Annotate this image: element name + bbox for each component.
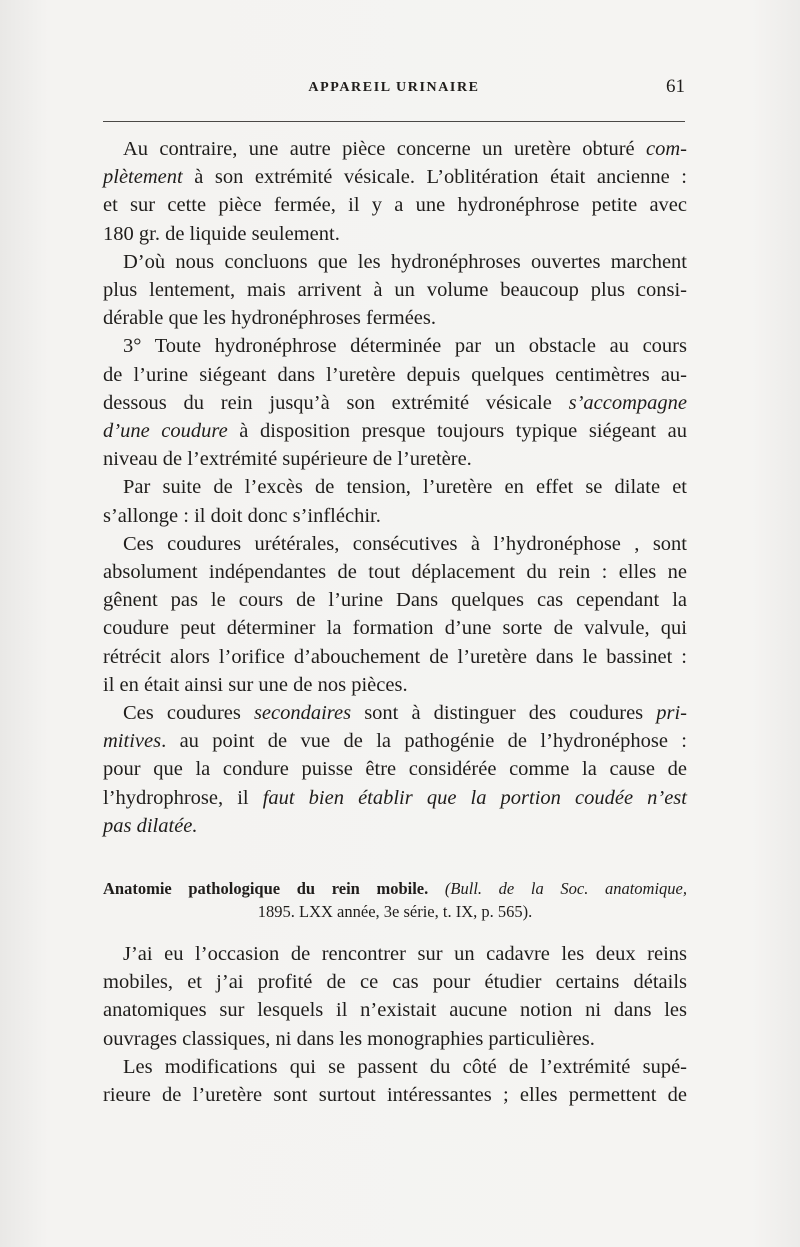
section-citation-ref: (Bull. de la Soc. anatomique, bbox=[444, 879, 688, 898]
text-line bbox=[103, 1025, 687, 1053]
text-line bbox=[103, 586, 687, 614]
text-line bbox=[103, 248, 687, 276]
text-run: Ces coudures urétérales, consécutives à l’hydronéphose , sont bbox=[123, 532, 687, 555]
text-run: coudure peut déterminer la formation d’une sorte de valvule, qui bbox=[103, 617, 687, 640]
text-line bbox=[103, 643, 687, 671]
section-heading-line-1 bbox=[103, 877, 687, 900]
text-run: à son extrémité vésicale. L’oblitération était ancienne : bbox=[182, 166, 687, 189]
text-line bbox=[103, 996, 687, 1024]
section-citation-details: 1895. LXX année, 3e série, t. IX, p. 565). bbox=[257, 902, 533, 921]
running-header bbox=[103, 76, 685, 104]
paragraph bbox=[103, 530, 687, 699]
text-line bbox=[103, 558, 687, 586]
text-line bbox=[103, 502, 687, 530]
section-title: Anatomie pathologique du rein mobile. bbox=[103, 879, 429, 898]
text-run: l’hydrophrose, il bbox=[103, 786, 263, 809]
paragraph bbox=[103, 135, 687, 248]
text-run: J’ai eu l’occasion de rencontrer sur un cadavre les deux reins bbox=[123, 943, 687, 965]
text-line bbox=[103, 276, 687, 304]
text-line bbox=[103, 940, 687, 968]
text-run: mobiles, et j’ai profité de ce cas pour étudier certains détails bbox=[103, 971, 687, 994]
text-line bbox=[103, 220, 687, 248]
text-run: absolument indépendantes de tout déplacement du rein : elles ne bbox=[103, 561, 687, 584]
text-run: Ces coudures bbox=[123, 702, 254, 725]
italic-run: pas dilatée. bbox=[103, 814, 198, 837]
text-line bbox=[103, 812, 687, 840]
text-run: 3° Toute hydronéphrose déterminée par un obstacle au cours bbox=[123, 335, 687, 358]
text-run: Par suite de l’excès de tension, l’uretère en effet se dilate et bbox=[123, 476, 687, 499]
text-line bbox=[103, 417, 687, 445]
text-line bbox=[103, 727, 687, 755]
paragraph bbox=[103, 332, 687, 473]
text-run: . au point de vue de la pathogénie de l’hydronéphose : bbox=[161, 730, 687, 753]
page-number: 61 bbox=[666, 76, 685, 97]
text-run: niveau de l’extrémité supérieure de l’uretère. bbox=[103, 448, 472, 471]
text-line bbox=[103, 755, 687, 783]
text-line bbox=[103, 530, 687, 558]
text-line bbox=[103, 968, 687, 996]
section-heading bbox=[103, 877, 687, 923]
body-text-section-2 bbox=[103, 940, 687, 1109]
text-run: dessous du rein jusqu’à son extrémité vésicale bbox=[103, 391, 569, 414]
text-line bbox=[103, 361, 687, 389]
italic-run: com- bbox=[646, 138, 687, 160]
italic-run: secondaires bbox=[253, 702, 352, 725]
text-run: sont à distinguer des coudures bbox=[351, 702, 657, 725]
text-run: D’où nous concluons que les hydronéphroses ouvertes marchent bbox=[123, 250, 687, 273]
text-line bbox=[103, 473, 687, 501]
text-line bbox=[103, 699, 687, 727]
text-run: plus lentement, mais arrivent à un volume beaucoup plus consi- bbox=[103, 279, 687, 302]
text-run: ouvrages classiques, ni dans les monographies particulières. bbox=[103, 1027, 595, 1050]
text-line bbox=[103, 135, 687, 163]
italic-run: faut bien établir que la portion coudée n’est bbox=[262, 786, 687, 809]
text-line bbox=[103, 304, 687, 332]
text-line bbox=[103, 191, 687, 219]
text-run: 180 gr. de liquide seulement. bbox=[103, 222, 340, 245]
text-run: pour que la condure puisse être considérée comme la cause de bbox=[103, 758, 687, 781]
text-run: gênent pas le cours de l’urine Dans quelques cas cependant la bbox=[103, 589, 687, 612]
text-run: Les modifications qui se passent du côté de l’extrémité supé- bbox=[123, 1055, 687, 1078]
text-run: anatomiques sur lesquels il n’existait aucune notion ni dans les bbox=[103, 999, 687, 1022]
paragraph bbox=[103, 699, 687, 840]
header-rule bbox=[103, 121, 685, 122]
text-line bbox=[103, 784, 687, 812]
paragraph bbox=[103, 1053, 687, 1109]
text-run: il en était ainsi sur une de nos pièces. bbox=[103, 673, 408, 696]
text-run: de l’urine siégeant dans l’uretère depuis quelques centimètres au- bbox=[103, 363, 687, 386]
text-run: rétrécit alors l’orifice d’abouchement de l’uretère dans le bassinet : bbox=[103, 645, 687, 668]
paragraph bbox=[103, 940, 687, 1053]
text-run: Au contraire, une autre pièce concerne un uretère obturé bbox=[123, 138, 647, 160]
italic-run: d’une coudure bbox=[103, 420, 228, 443]
text-line bbox=[103, 614, 687, 642]
text-line bbox=[103, 671, 687, 699]
text-line bbox=[103, 332, 687, 360]
text-line bbox=[103, 1053, 687, 1081]
body-text-section-1 bbox=[103, 135, 687, 840]
paragraph bbox=[103, 248, 687, 333]
italic-run: s’accompagne bbox=[568, 391, 687, 414]
text-run: et sur cette pièce fermée, il y a une hydronéphrose petite avec bbox=[103, 194, 687, 217]
text-run: dérable que les hydronéphroses fermées. bbox=[103, 307, 436, 330]
italic-run: pri- bbox=[656, 702, 687, 725]
paragraph bbox=[103, 473, 687, 529]
text-line bbox=[103, 445, 687, 473]
text-line bbox=[103, 389, 687, 417]
text-run: rieure de l’uretère sont surtout intéressantes ; elles permettent de bbox=[103, 1084, 687, 1107]
italic-run: plètement bbox=[103, 166, 183, 189]
text-line bbox=[103, 163, 687, 191]
text-run: à disposition presque toujours typique siégeant au bbox=[227, 420, 687, 443]
running-title: APPAREIL URINAIRE bbox=[308, 80, 480, 95]
italic-run: mitives bbox=[103, 730, 162, 753]
text-line bbox=[103, 1081, 687, 1109]
text-run: s’allonge : il doit donc s’infléchir. bbox=[103, 504, 381, 527]
